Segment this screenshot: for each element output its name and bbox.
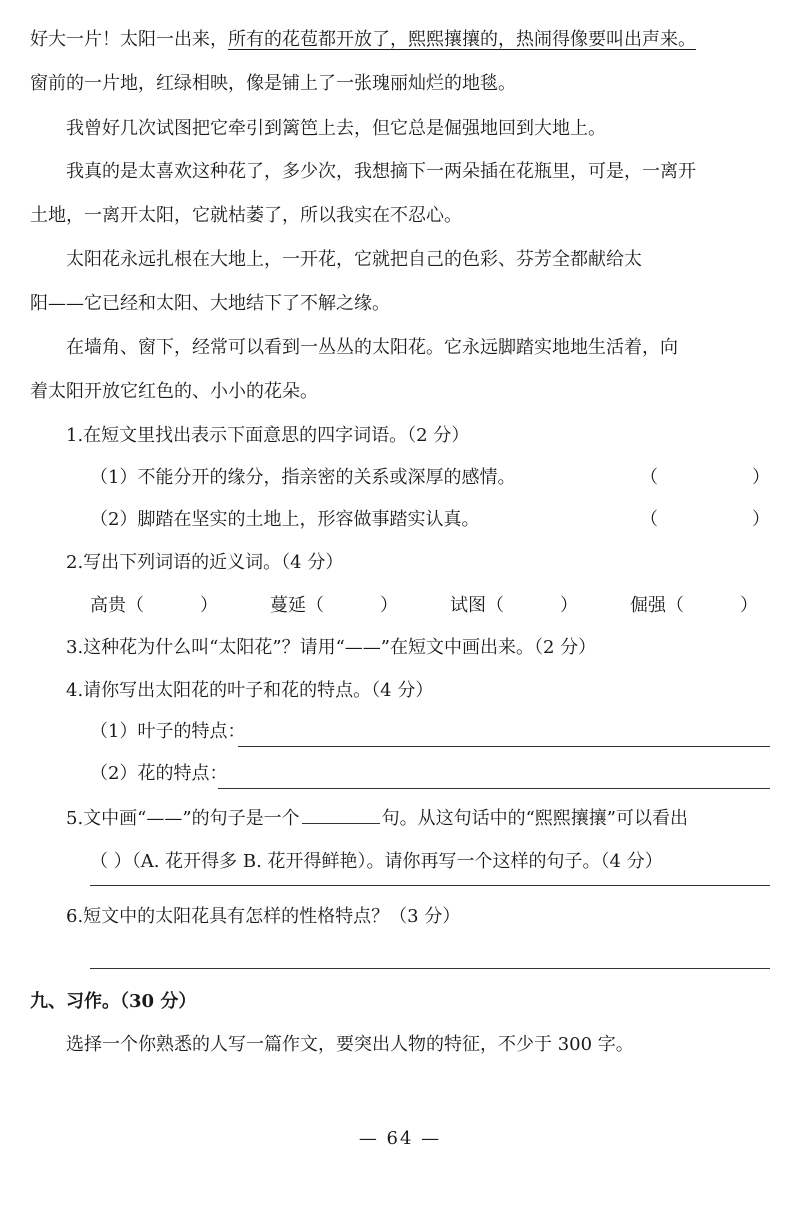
passage-line-1: 好大一片！太阳一出来，所有的花苞都开放了，熙熙攘攘的，热闹得像要叫出声来。 — [30, 29, 696, 50]
passage-line-9: 着太阳开放它红色的、小小的花朵。 — [30, 381, 318, 402]
question-4-2: （2）花的特点： — [90, 763, 228, 784]
underlined-sentence: 所有的花苞都开放了，熙熙攘攘的，热闹得像要叫出声来。 — [228, 29, 696, 50]
answer-line-sentence[interactable] — [90, 885, 770, 886]
synonym-item: 倔强（ ） — [630, 595, 758, 616]
answer-paren-open: （ — [640, 467, 658, 488]
passage-line-4: 我真的是太喜欢这种花了，多少次，我想摘下一两朵插在花瓶里，可是，一离开 — [66, 161, 696, 182]
synonym-item: 高贵（ ） — [90, 595, 218, 616]
passage-line-2: 窗前的一片地，红绿相映，像是铺上了一张瑰丽灿烂的地毯。 — [30, 73, 516, 94]
answer-line-leaf[interactable] — [238, 746, 770, 747]
answer-line-flower[interactable] — [218, 788, 770, 789]
question-4-1: （1）叶子的特点： — [90, 721, 246, 742]
answer-line-character[interactable] — [90, 968, 770, 969]
synonym-row — [90, 592, 800, 620]
question-1: 1.在短文里找出表示下面意思的四字词语。（2 分） — [66, 425, 470, 446]
section-heading: 九、习作。（30 分） — [30, 991, 197, 1012]
question-4: 4.请你写出太阳花的叶子和花的特点。（4 分） — [66, 680, 434, 701]
synonym-item: 蔓延（ ） — [270, 595, 398, 616]
composition-prompt: 选择一个你熟悉的人写一篇作文，要突出人物的特征，不少于 300 字。 — [66, 1034, 634, 1055]
passage-line-7: 阳——它已经和太阳、大地结下了不解之缘。 — [30, 293, 390, 314]
answer-paren-open: （ — [640, 509, 658, 530]
passage-line-6: 太阳花永远扎根在大地上，一开花，它就把自己的色彩、芬芳全都献给太 — [66, 249, 642, 270]
sentence-type-blank[interactable] — [302, 805, 380, 824]
answer-paren-close: ） — [752, 467, 770, 488]
passage-line-3: 我曾好几次试图把它牵引到篱笆上去，但它总是倔强地回到大地上。 — [66, 118, 606, 139]
question-2: 2.写出下列词语的近义词。（4 分） — [66, 552, 344, 573]
question-1-1: （1）不能分开的缘分，指亲密的关系或深厚的感情。 — [90, 467, 516, 488]
passage-line-5: 土地，一离开太阳，它就枯萎了，所以我实在不忍心。 — [30, 205, 462, 226]
question-5: 5.文中画“——”的句子是一个 句。从这句话中的“熙熙攘攘”可以看出 — [66, 805, 800, 833]
question-5-line-2: （ ）（A. 花开得多 B. 花开得鲜艳）。请你再写一个这样的句子。（4 分） — [90, 851, 663, 872]
answer-paren-close: ） — [752, 509, 770, 530]
passage-line-8: 在墙角、窗下，经常可以看到一丛丛的太阳花。它永远脚踏实地地生活着，向 — [66, 337, 678, 358]
question-1-2: （2）脚踏在坚实的土地上，形容做事踏实认真。 — [90, 509, 480, 530]
question-6: 6.短文中的太阳花具有怎样的性格特点？（3 分） — [66, 906, 461, 927]
question-3: 3.这种花为什么叫“太阳花”？请用“——”在短文中画出来。（2 分） — [66, 637, 597, 658]
synonym-item: 试图（ ） — [450, 595, 578, 616]
page-number: — 64 — — [358, 1128, 442, 1149]
